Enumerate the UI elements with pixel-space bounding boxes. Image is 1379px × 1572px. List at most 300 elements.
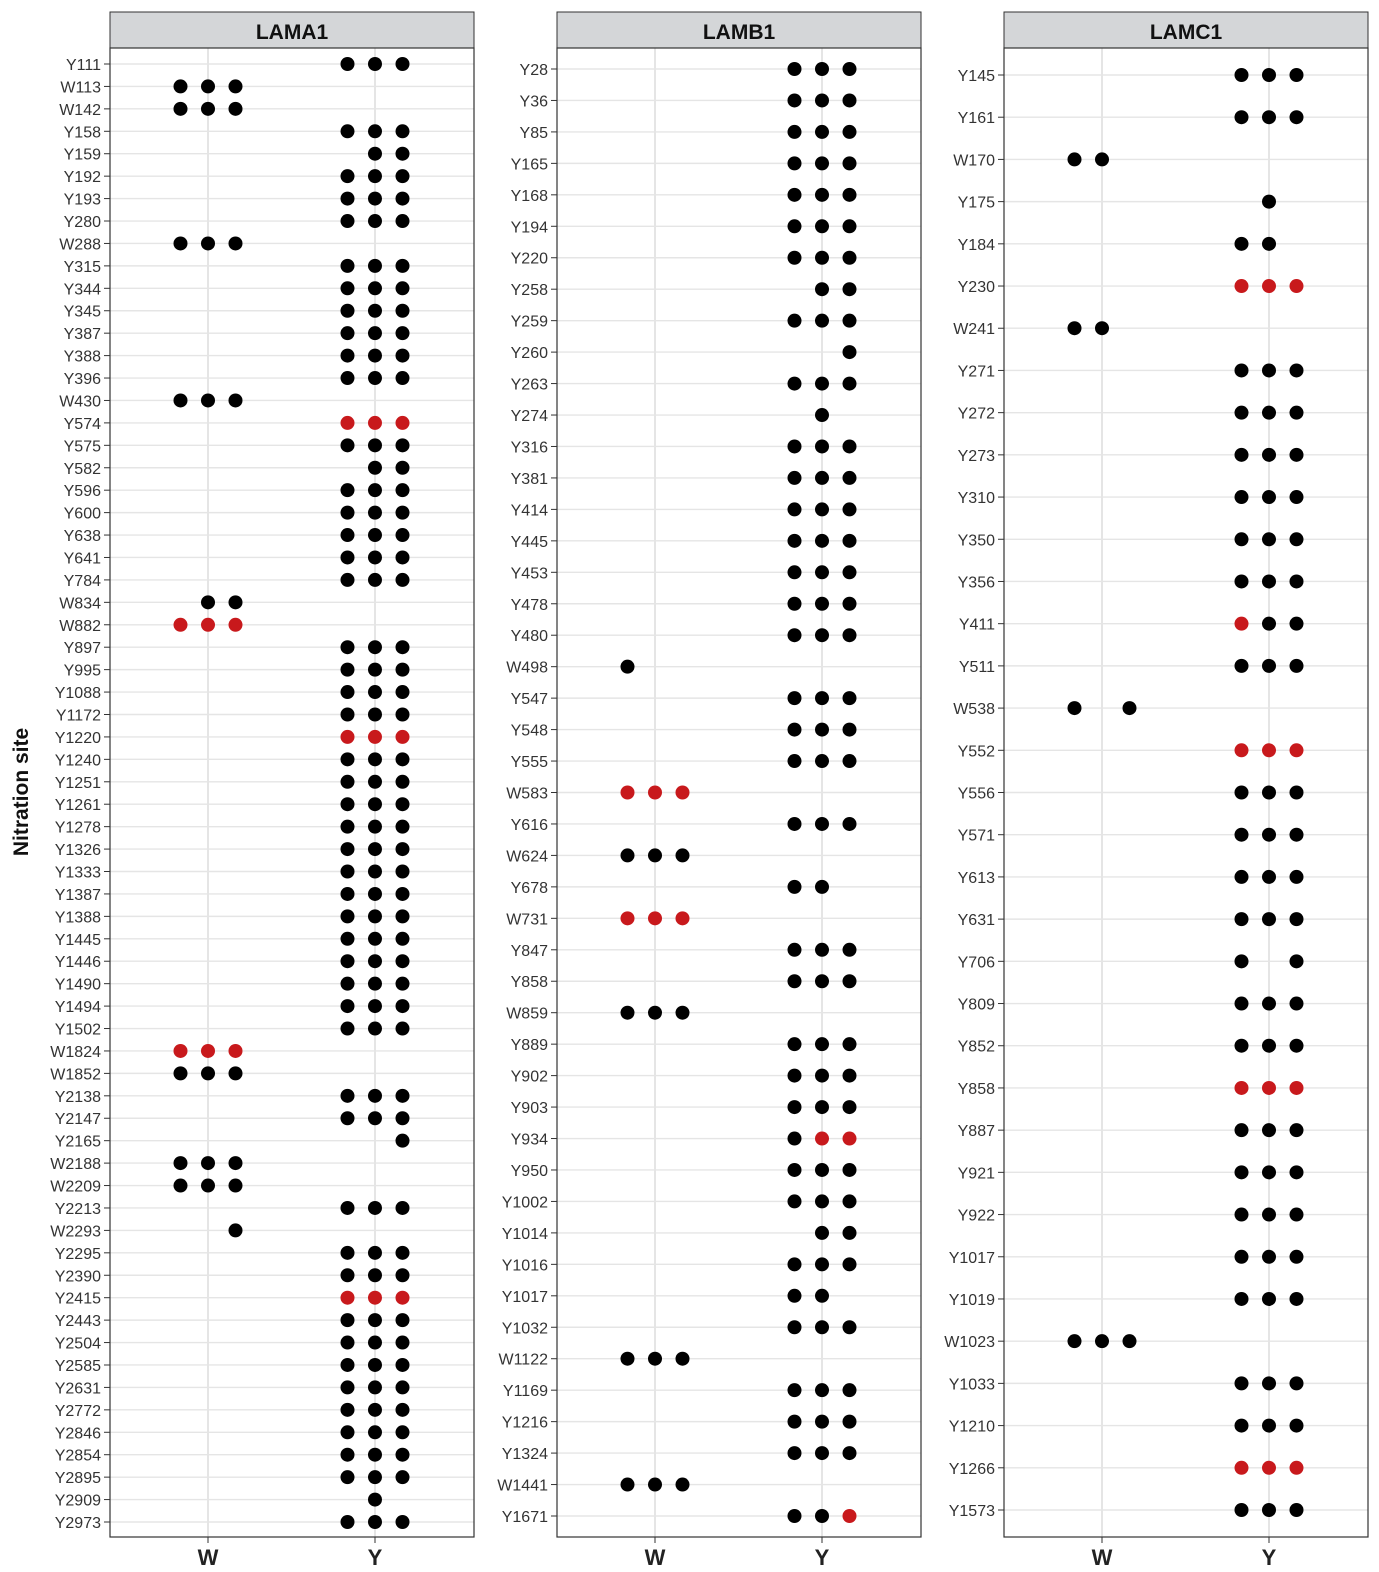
y-tick-label: Y2854 [54, 1447, 101, 1465]
data-point [1290, 448, 1304, 462]
data-point [843, 1132, 857, 1146]
data-point [396, 707, 410, 721]
y-tick-label: Y158 [63, 124, 101, 142]
x-tick-label: W [644, 1545, 666, 1570]
data-point [396, 550, 410, 564]
data-point [1262, 1123, 1276, 1137]
data-point [1235, 1165, 1249, 1179]
y-tick-label: Y316 [510, 439, 548, 457]
data-point [843, 93, 857, 107]
y-tick-label: Y220 [510, 250, 548, 268]
data-point [1290, 363, 1304, 377]
data-point [815, 219, 829, 233]
data-point [815, 534, 829, 548]
data-point [843, 597, 857, 611]
data-point [396, 1111, 410, 1125]
data-point [368, 573, 382, 587]
data-point [1262, 532, 1276, 546]
data-point [1262, 406, 1276, 420]
y-tick-label: Y2846 [54, 1425, 101, 1443]
data-point [1290, 659, 1304, 673]
data-point [1262, 1250, 1276, 1264]
data-point [648, 1006, 662, 1020]
data-point [788, 219, 802, 233]
data-point [174, 102, 188, 116]
y-tick-label: Y1324 [501, 1446, 548, 1464]
data-point [843, 974, 857, 988]
y-tick-label: Y1671 [501, 1509, 548, 1526]
y-tick-label: W113 [60, 79, 101, 97]
data-point [396, 192, 410, 206]
data-point [396, 438, 410, 452]
data-point [788, 723, 802, 737]
data-point [396, 124, 410, 138]
y-tick-label: Y784 [63, 572, 101, 590]
data-point [843, 156, 857, 170]
data-point [843, 1509, 857, 1523]
data-point [788, 817, 802, 831]
data-point [676, 1478, 690, 1492]
y-tick-label: W1023 [944, 1334, 995, 1352]
data-point [843, 125, 857, 139]
y-tick-label: Y858 [510, 974, 548, 992]
data-point [1262, 1419, 1276, 1433]
data-point [1290, 574, 1304, 588]
y-tick-label: Y1172 [55, 707, 101, 725]
data-point [368, 1313, 382, 1327]
data-point [815, 1037, 829, 1051]
data-point [174, 79, 188, 93]
data-point [368, 1201, 382, 1215]
data-point [396, 865, 410, 879]
data-point [815, 1320, 829, 1334]
data-point [1290, 1123, 1304, 1137]
data-point [1235, 659, 1249, 673]
data-point [341, 775, 355, 789]
data-point [788, 125, 802, 139]
x-tick-label: W [197, 1545, 219, 1570]
data-point [341, 1291, 355, 1305]
x-tick-label: Y [1261, 1545, 1277, 1570]
data-point [621, 660, 635, 674]
data-point [341, 909, 355, 923]
data-point [676, 1006, 690, 1020]
data-point [1235, 870, 1249, 884]
y-tick-label: Y921 [957, 1165, 995, 1183]
data-point [1290, 68, 1304, 82]
y-tick-label: Y613 [957, 869, 995, 887]
data-point [815, 62, 829, 76]
y-tick-label: Y2443 [54, 1313, 101, 1331]
data-point [1262, 659, 1276, 673]
data-point [1235, 448, 1249, 462]
data-point [1290, 279, 1304, 293]
data-point [815, 377, 829, 391]
data-point [1290, 1208, 1304, 1222]
data-point [341, 977, 355, 991]
data-point [843, 1069, 857, 1083]
data-point [341, 999, 355, 1013]
data-point [1235, 828, 1249, 842]
y-tick-label: Y310 [957, 490, 995, 508]
y-tick-label: Y1446 [54, 954, 101, 972]
data-point [815, 502, 829, 516]
data-point [1095, 1334, 1109, 1348]
data-point [1262, 1039, 1276, 1053]
y-tick-label: Y1490 [54, 976, 101, 994]
data-point [341, 57, 355, 71]
data-point [621, 848, 635, 862]
data-point [815, 628, 829, 642]
data-point [1262, 1165, 1276, 1179]
y-tick-label: Y1502 [54, 1021, 101, 1039]
data-point [341, 797, 355, 811]
y-tick-label: Y641 [63, 550, 101, 568]
data-point [1290, 110, 1304, 124]
x-tick-label: Y [367, 1545, 383, 1570]
data-point [1290, 490, 1304, 504]
y-tick-label: Y1169 [502, 1383, 548, 1401]
data-point [174, 1179, 188, 1193]
data-point [368, 169, 382, 183]
data-point [229, 1044, 243, 1058]
data-point [368, 1022, 382, 1036]
y-tick-label: Y350 [957, 532, 995, 550]
data-point [368, 124, 382, 138]
data-point [1262, 68, 1276, 82]
y-tick-label: Y2390 [54, 1268, 101, 1286]
data-point [843, 251, 857, 265]
y-tick-label: Y356 [957, 574, 995, 592]
data-point [788, 1320, 802, 1334]
data-point [396, 169, 410, 183]
data-point [396, 483, 410, 497]
y-tick-label: Y345 [63, 303, 101, 321]
data-point [229, 618, 243, 632]
data-point [1262, 828, 1276, 842]
data-point [1290, 743, 1304, 757]
data-point [843, 219, 857, 233]
data-point [843, 1100, 857, 1114]
data-point [815, 439, 829, 453]
data-point [201, 393, 215, 407]
data-point [1235, 1461, 1249, 1475]
data-point [1235, 1039, 1249, 1053]
data-point [1290, 828, 1304, 842]
data-point [788, 377, 802, 391]
y-tick-label: W2293 [50, 1223, 101, 1241]
y-tick-label: Y480 [510, 628, 548, 646]
y-tick-label: Y2895 [54, 1470, 101, 1488]
data-point [1235, 954, 1249, 968]
y-tick-label: Y596 [63, 483, 101, 501]
y-tick-label: Y274 [510, 408, 548, 426]
data-point [341, 550, 355, 564]
data-point [341, 865, 355, 879]
data-point [815, 1446, 829, 1460]
data-point [396, 147, 410, 161]
data-point [396, 1246, 410, 1260]
data-point [788, 943, 802, 957]
data-point [368, 797, 382, 811]
y-tick-label: Y2772 [54, 1402, 101, 1420]
data-point [1235, 237, 1249, 251]
y-tick-label: Y1019 [948, 1291, 995, 1309]
y-tick-label: Y2504 [54, 1335, 101, 1353]
data-point [341, 169, 355, 183]
y-tick-label: Y552 [957, 743, 995, 761]
data-point [843, 534, 857, 548]
data-point [843, 943, 857, 957]
data-point [341, 506, 355, 520]
y-tick-label: Y36 [519, 93, 548, 111]
data-point [1290, 997, 1304, 1011]
y-tick-label: Y271 [957, 363, 995, 381]
data-point [396, 842, 410, 856]
data-point [676, 848, 690, 862]
data-point [341, 1246, 355, 1260]
data-point [788, 62, 802, 76]
data-point [843, 377, 857, 391]
data-point [788, 314, 802, 328]
y-tick-label: W142 [59, 101, 101, 119]
data-point [368, 371, 382, 385]
data-point [648, 1478, 662, 1492]
data-point [368, 528, 382, 542]
data-point [368, 1425, 382, 1439]
data-point [341, 932, 355, 946]
data-point [341, 1425, 355, 1439]
data-point [815, 974, 829, 988]
data-point [1262, 617, 1276, 631]
y-tick-label: W834 [59, 595, 101, 613]
data-point [174, 618, 188, 632]
y-tick-label: Y2213 [54, 1200, 101, 1218]
y-tick-label: Y258 [510, 282, 548, 300]
y-tick-label: Y574 [63, 415, 101, 433]
data-point [341, 326, 355, 340]
data-point [368, 820, 382, 834]
y-tick-label: Y706 [957, 954, 995, 972]
data-point [368, 192, 382, 206]
y-tick-label: Y453 [510, 565, 548, 583]
data-point [229, 1179, 243, 1193]
data-point [815, 156, 829, 170]
data-point [1262, 743, 1276, 757]
data-point [396, 663, 410, 677]
x-tick-label: W [1091, 1545, 1113, 1570]
data-point [788, 1194, 802, 1208]
data-point [341, 730, 355, 744]
data-point [815, 1194, 829, 1208]
y-tick-label: Y2631 [54, 1380, 101, 1398]
y-tick-label: Y344 [63, 281, 101, 299]
y-axis-label: Nitration site [10, 727, 33, 857]
data-point [788, 1037, 802, 1051]
data-point [396, 1134, 410, 1148]
data-point [843, 345, 857, 359]
data-point [341, 416, 355, 430]
y-tick-label: Y582 [63, 460, 101, 478]
data-point [788, 974, 802, 988]
data-point [815, 471, 829, 485]
data-point [676, 911, 690, 925]
data-point [1262, 490, 1276, 504]
data-point [341, 304, 355, 318]
data-point [1290, 954, 1304, 968]
y-tick-label: Y852 [957, 1038, 995, 1056]
data-point [396, 57, 410, 71]
data-point [843, 1383, 857, 1397]
data-point [1262, 1292, 1276, 1306]
data-point [368, 461, 382, 475]
data-point [341, 1201, 355, 1215]
data-point [1262, 786, 1276, 800]
data-point [648, 1352, 662, 1366]
y-tick-label: W624 [506, 848, 548, 866]
data-point [815, 597, 829, 611]
data-point [396, 1448, 410, 1462]
data-point [396, 730, 410, 744]
y-tick-label: Y889 [510, 1037, 548, 1055]
y-tick-label: Y1388 [54, 909, 101, 927]
y-tick-label: Y1210 [948, 1418, 995, 1436]
data-point [341, 842, 355, 856]
y-tick-label: W859 [506, 1005, 548, 1023]
data-point [396, 528, 410, 542]
y-tick-label: W430 [59, 393, 101, 411]
data-point [1262, 1208, 1276, 1222]
data-point [815, 1100, 829, 1114]
y-tick-label: Y273 [957, 447, 995, 465]
data-point [341, 820, 355, 834]
y-tick-label: Y263 [510, 376, 548, 394]
data-point [201, 595, 215, 609]
data-point [368, 550, 382, 564]
data-point [815, 1226, 829, 1240]
data-point [788, 1289, 802, 1303]
y-tick-label: Y903 [510, 1100, 548, 1118]
y-tick-label: Y2585 [54, 1357, 101, 1375]
data-point [368, 304, 382, 318]
data-point [201, 618, 215, 632]
data-point [368, 752, 382, 766]
data-point [396, 954, 410, 968]
data-point [396, 640, 410, 654]
data-point [843, 1037, 857, 1051]
data-point [396, 416, 410, 430]
data-point [341, 371, 355, 385]
data-point [229, 1066, 243, 1080]
data-point [396, 932, 410, 946]
data-point [621, 1006, 635, 1020]
data-point [368, 640, 382, 654]
data-point [1262, 997, 1276, 1011]
data-point [341, 483, 355, 497]
data-point [229, 102, 243, 116]
data-point [368, 259, 382, 273]
data-point [843, 691, 857, 705]
data-point [1262, 237, 1276, 251]
y-tick-label: Y192 [63, 169, 101, 187]
data-point [368, 483, 382, 497]
y-tick-label: Y2147 [54, 1111, 101, 1129]
data-point [1235, 786, 1249, 800]
data-point [843, 1163, 857, 1177]
facet-title: LAMA1 [255, 21, 329, 44]
data-point [341, 349, 355, 363]
y-tick-label: Y1033 [948, 1376, 995, 1394]
data-point [396, 1403, 410, 1417]
data-point [396, 1358, 410, 1372]
data-point [368, 909, 382, 923]
y-tick-label: Y2138 [54, 1088, 101, 1106]
data-point [1290, 1461, 1304, 1475]
y-tick-label: Y260 [510, 345, 548, 363]
data-point [843, 1415, 857, 1429]
data-point [843, 282, 857, 296]
data-point [396, 909, 410, 923]
data-point [788, 439, 802, 453]
data-point [368, 326, 382, 340]
data-point [1235, 1419, 1249, 1433]
data-point [174, 1066, 188, 1080]
data-point [815, 1289, 829, 1303]
data-point [341, 1268, 355, 1282]
data-point [815, 314, 829, 328]
y-tick-label: Y445 [510, 533, 548, 551]
data-point [341, 1448, 355, 1462]
y-tick-label: Y1445 [54, 931, 101, 949]
y-tick-label: Y2909 [54, 1492, 101, 1510]
data-point [396, 999, 410, 1013]
data-point [843, 1320, 857, 1334]
data-point [396, 752, 410, 766]
data-point [1235, 617, 1249, 631]
data-point [1235, 743, 1249, 757]
y-tick-label: Y2415 [54, 1290, 101, 1308]
y-tick-label: Y902 [510, 1068, 548, 1086]
data-point [396, 281, 410, 295]
data-point [1290, 532, 1304, 546]
y-tick-label: Y1333 [54, 864, 101, 882]
data-point [1290, 1039, 1304, 1053]
y-tick-label: Y547 [510, 691, 548, 709]
data-point [788, 1415, 802, 1429]
data-point [815, 754, 829, 768]
data-point [341, 1470, 355, 1484]
y-tick-label: W882 [59, 617, 101, 635]
data-point [1235, 68, 1249, 82]
data-point [368, 416, 382, 430]
data-point [396, 214, 410, 228]
data-point [1068, 152, 1082, 166]
data-point [1290, 1165, 1304, 1179]
data-point [1123, 1334, 1137, 1348]
data-point [368, 1515, 382, 1529]
data-point [368, 147, 382, 161]
data-point [368, 1448, 382, 1462]
data-point [1235, 912, 1249, 926]
data-point [1262, 448, 1276, 462]
data-point [368, 977, 382, 991]
data-point [788, 1069, 802, 1083]
data-point [788, 754, 802, 768]
data-point [396, 371, 410, 385]
data-point [368, 1403, 382, 1417]
data-point [341, 640, 355, 654]
data-point [341, 573, 355, 587]
